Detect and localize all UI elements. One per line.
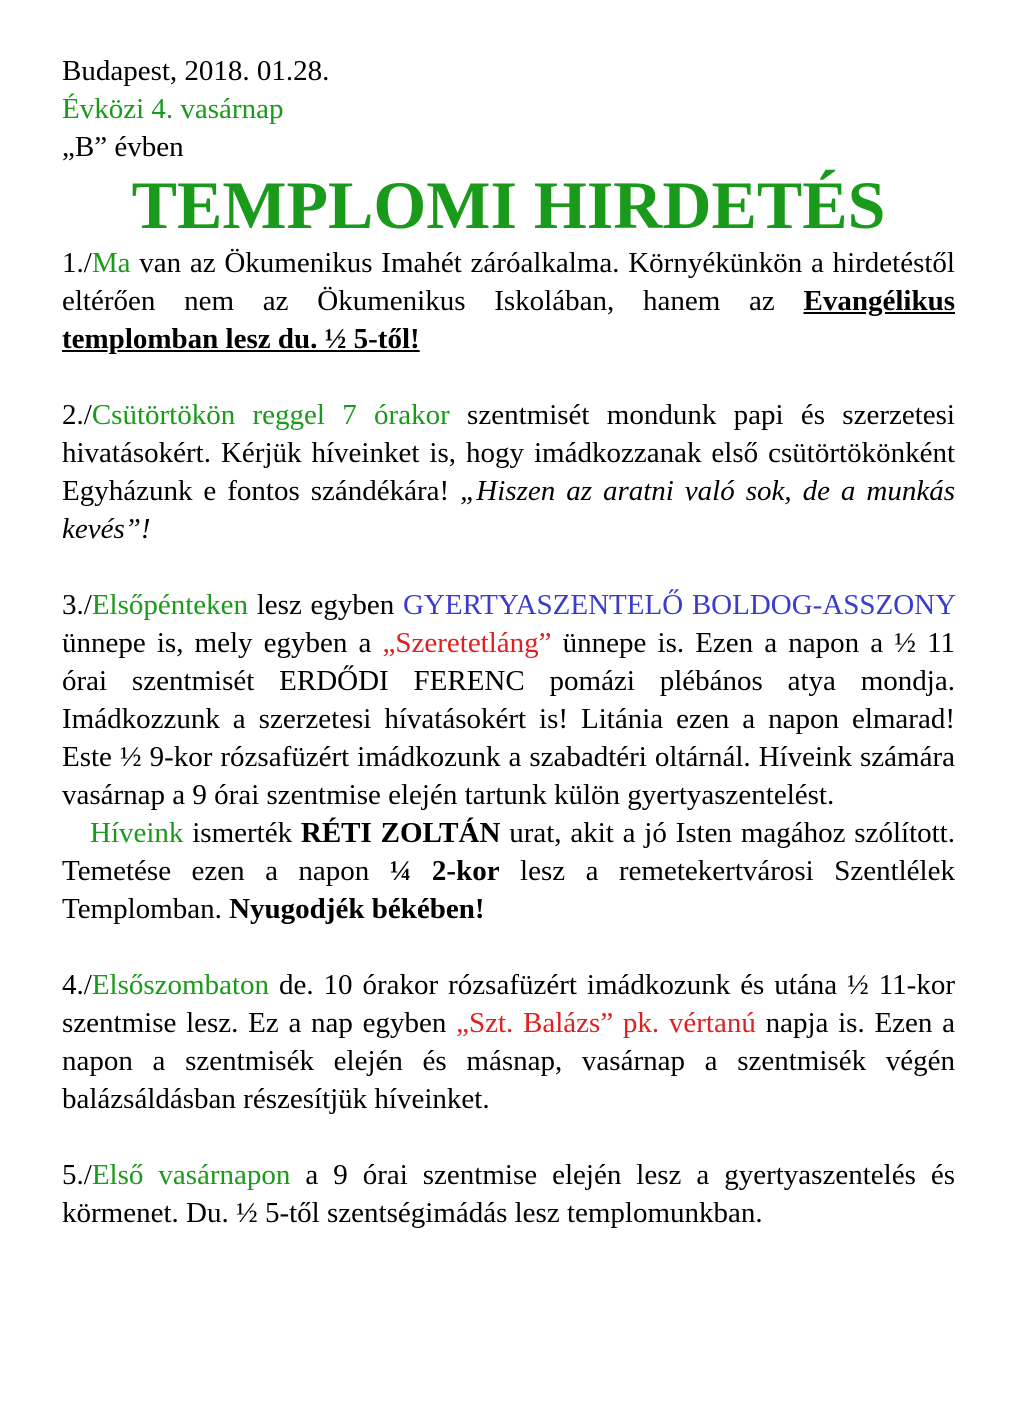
item-day: Ma	[91, 247, 131, 279]
item-saint: „Szt. Balázs” pk. vértanú	[456, 1007, 756, 1039]
item-text: lesz a remetekertvárosi Szentlélek Templomban.	[62, 855, 955, 925]
item-number: 1./	[62, 247, 92, 279]
item-name: RÉTI ZOLTÁN	[300, 817, 501, 849]
spacer	[62, 548, 955, 586]
item-text: a 9 órai szentmise elején lesz a gyertyaszentelés és körmenet. Du. ½ 5-től szentségimádás lesz templomunkban.	[62, 1159, 955, 1229]
announcement-page	[62, 52, 955, 1232]
item-day: Elsőpénteken	[91, 589, 249, 621]
item-text: napja is. Ezen a napon a szentmisék elején és másnap, vasárnap a szentmisék végén balázsáldásban részesítjük híveinket.	[62, 1007, 956, 1115]
item-text: ünnepe is, mely egyben a	[62, 627, 383, 659]
item-text: urat, akit a jó Isten magához szólított. Temetése ezen a napon	[62, 817, 955, 887]
spacer	[62, 358, 955, 396]
item-number: 4./	[62, 969, 92, 1001]
announcement-3-funeral	[62, 814, 955, 928]
announcement-1	[62, 244, 955, 358]
item-day: Elsőszombaton	[91, 969, 270, 1001]
item-quote: „Hiszen az aratni való sok, de a munkás kevés”!	[62, 475, 955, 545]
page-title: TEMPLOMI HIRDETÉS	[131, 167, 886, 243]
item-text: ünnepe is. Ezen a napon a ½ 11 órai szentmisét ERDŐDI FERENC pomázi plébános atya mondja. Imádkozzunk a szerzetesi hívatásokért is! Litánia ezen a napon elmarad! Este ½ 9-kor rózsafüzért imádkozunk a szabadtéri oltárnál. Híveink számára vasárnap a 9 órai szentmise elején tartunk külön gyertyaszentelést.	[62, 627, 955, 811]
item-text: ismerték	[183, 817, 301, 849]
item-number: 2./	[62, 399, 92, 431]
announcement-2	[62, 396, 955, 548]
item-feast: GYERTYASZENTELŐ BOLDOG-ASSZONY	[402, 589, 955, 621]
item-rip: Nyugodjék békében!	[229, 893, 485, 925]
announcement-5	[62, 1156, 955, 1232]
item-text: szentmisét mondunk papi és szerzetesi hivatásokért. Kérjük híveinket is, hogy imádkozzanak első csütörtökönként Egyházunk e fontos szándékára!	[62, 399, 955, 507]
place-date: Budapest, 2018. 01.28.	[62, 55, 330, 87]
item-number: 3./	[62, 589, 92, 621]
announcement-4	[62, 966, 955, 1118]
item-emphasis: Evangélikus templomban lesz du. ½ 5-től!	[62, 285, 955, 355]
spacer	[62, 928, 955, 966]
item-text: lesz egyben	[248, 589, 403, 621]
item-number: 5./	[62, 1159, 92, 1191]
item-time: ¼ 2-kor	[389, 855, 500, 887]
spacer	[62, 1118, 955, 1156]
item-feast-2: „Szeretetláng”	[382, 627, 552, 659]
item-text: de. 10 órakor rózsafüzért imádkozunk és utána ½ 11-kor szentmise lesz. Ez a nap egyben	[62, 969, 955, 1039]
item-lead: Híveink	[90, 817, 184, 849]
announcement-3	[62, 586, 955, 814]
liturgical-sunday: Évközi 4. vasárnap	[62, 93, 284, 125]
liturgical-year: „B” évben	[62, 131, 184, 163]
item-day: Első vasárnapon	[91, 1159, 291, 1191]
item-text: van az Ökumenikus Imahét záróalkalma. Környékünkön a hirdetéstől eltérően nem az Ökumenikus Iskolában, hanem az	[62, 247, 955, 317]
item-day: Csütörtökön reggel 7 órakor	[91, 399, 450, 431]
